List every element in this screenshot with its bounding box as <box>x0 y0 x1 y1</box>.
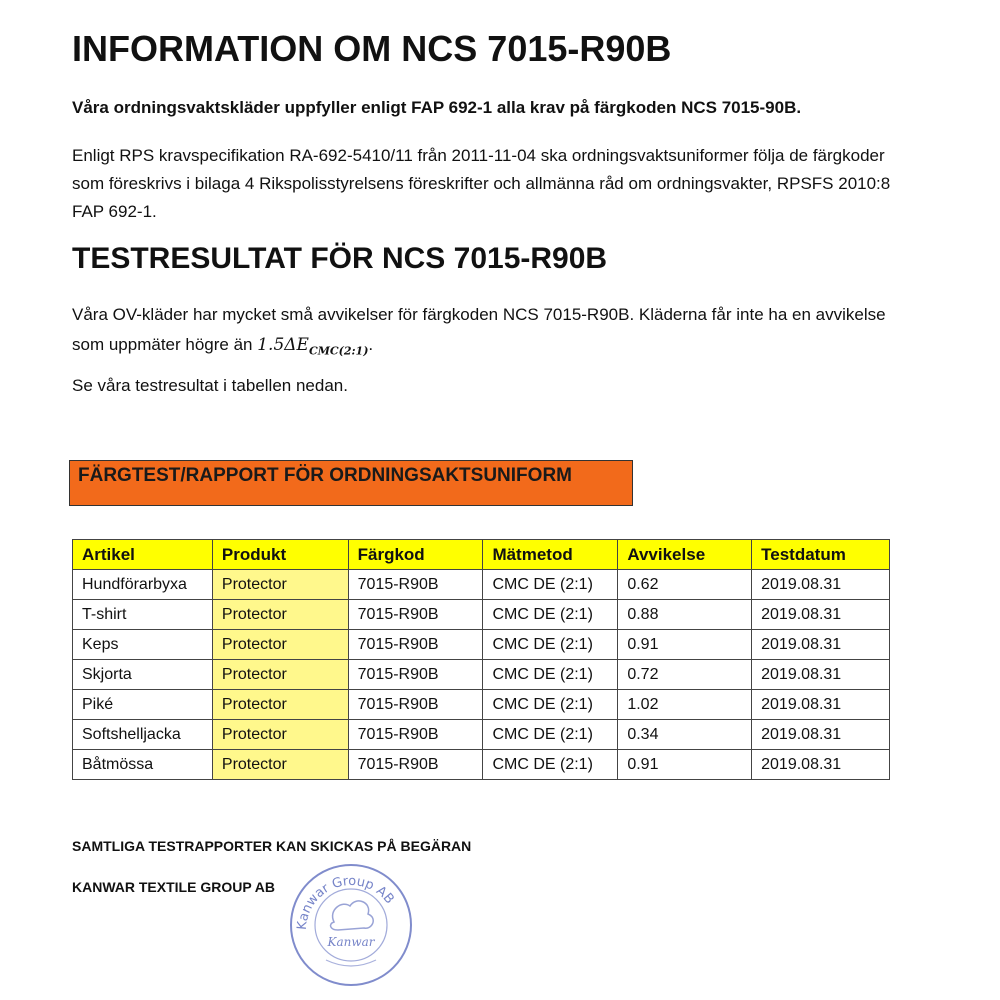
color-test-table <box>72 539 890 780</box>
formula-subscript: CMC(2:1) <box>308 344 369 358</box>
cell-fargkod: 7015-R90B <box>348 570 483 600</box>
header-produkt: Produkt <box>212 540 348 570</box>
lead-statement: Våra ordningsvaktskläder uppfyller enligt FAP 692-1 alla krav på färgkoden NCS 7015-90B. <box>72 98 802 117</box>
cell-artikel: Skjorta <box>73 660 213 690</box>
header-testdatum: Testdatum <box>752 540 890 570</box>
cell-artikel: Keps <box>73 630 213 660</box>
cell-artikel: Båtmössa <box>73 750 213 780</box>
cell-artikel: T-shirt <box>73 600 213 630</box>
cell-fargkod: 7015-R90B <box>348 630 483 660</box>
cell-artikel: Softshelljacka <box>73 720 213 750</box>
cell-testdatum: 2019.08.31 <box>752 660 890 690</box>
cell-avvikelse: 0.88 <box>618 600 752 630</box>
cell-fargkod: 7015-R90B <box>348 600 483 630</box>
cell-testdatum: 2019.08.31 <box>752 720 890 750</box>
cell-matmetod: CMC DE (2:1) <box>483 720 618 750</box>
table-intro: Se våra testresultat i tabellen nedan. <box>72 376 348 395</box>
cell-artikel: Piké <box>73 690 213 720</box>
cell-produkt: Protector <box>212 630 348 660</box>
table-row <box>73 630 890 660</box>
section-heading-test-results: TESTRESULTAT FÖR NCS 7015-R90B <box>72 242 608 275</box>
table-row <box>73 660 890 690</box>
cell-matmetod: CMC DE (2:1) <box>483 570 618 600</box>
cell-produkt: Protector <box>212 600 348 630</box>
header-avvikelse: Avvikelse <box>618 540 752 570</box>
cell-avvikelse: 0.62 <box>618 570 752 600</box>
cell-testdatum: 2019.08.31 <box>752 750 890 780</box>
formula-symbol: ΔE <box>284 335 309 355</box>
table-header-row <box>73 540 890 570</box>
cell-avvikelse: 0.91 <box>618 630 752 660</box>
cell-produkt: Protector <box>212 750 348 780</box>
cell-produkt: Protector <box>212 720 348 750</box>
cell-produkt: Protector <box>212 660 348 690</box>
table-row <box>73 570 890 600</box>
cell-matmetod: CMC DE (2:1) <box>483 660 618 690</box>
table-row <box>73 720 890 750</box>
deviation-text: Våra OV-kläder har mycket små avvikelser för färgkoden NCS 7015-R90B. Kläderna får inte ha en avvikelse som uppmäter högre än <box>72 305 886 354</box>
cell-fargkod: 7015-R90B <box>348 750 483 780</box>
cell-fargkod: 7015-R90B <box>348 660 483 690</box>
report-banner: FÄRGTEST/RAPPORT FÖR ORDNINGSAKTSUNIFORM <box>69 460 633 506</box>
footer-company-name: KANWAR TEXTILE GROUP AB <box>72 879 276 895</box>
deviation-end: . <box>368 335 374 354</box>
company-seal-icon <box>286 860 416 990</box>
table-row <box>73 690 890 720</box>
header-artikel: Artikel <box>73 540 213 570</box>
deviation-paragraph <box>72 300 912 366</box>
table-row <box>73 750 890 780</box>
cell-produkt: Protector <box>212 690 348 720</box>
cell-avvikelse: 0.72 <box>618 660 752 690</box>
seal-inner-ring <box>315 889 387 961</box>
cell-testdatum: 2019.08.31 <box>752 570 890 600</box>
page-title: INFORMATION OM NCS 7015-R90B <box>72 28 672 69</box>
cell-matmetod: CMC DE (2:1) <box>483 690 618 720</box>
header-matmetod: Mätmetod <box>483 540 618 570</box>
seal-center-text: Kanwar <box>327 935 375 949</box>
cell-matmetod: CMC DE (2:1) <box>483 750 618 780</box>
cell-produkt: Protector <box>212 570 348 600</box>
cell-avvikelse: 0.34 <box>618 720 752 750</box>
cell-artikel: Hundförarbyxa <box>73 570 213 600</box>
cell-testdatum: 2019.08.31 <box>752 630 890 660</box>
cell-avvikelse: 0.91 <box>618 750 752 780</box>
cell-avvikelse: 1.02 <box>618 690 752 720</box>
formula-value: 1.5 <box>257 335 285 355</box>
cell-matmetod: CMC DE (2:1) <box>483 600 618 630</box>
footer-request-note: SAMTLIGA TESTRAPPORTER KAN SKICKAS PÅ BEGÄRAN <box>72 838 472 854</box>
cell-testdatum: 2019.08.31 <box>752 600 890 630</box>
seal-cloud-mark <box>331 901 374 930</box>
cell-testdatum: 2019.08.31 <box>752 690 890 720</box>
header-fargkod: Färgkod <box>348 540 483 570</box>
cell-matmetod: CMC DE (2:1) <box>483 630 618 660</box>
cell-fargkod: 7015-R90B <box>348 720 483 750</box>
seal-ring-text: Kanwar Group AB <box>294 873 397 931</box>
cell-fargkod: 7015-R90B <box>348 690 483 720</box>
table-row <box>73 600 890 630</box>
deviation-formula <box>257 335 369 358</box>
specification-paragraph: Enligt RPS kravspecifikation RA-692-5410/11 från 2011-11-04 ska ordningsvaktsuniformer följa de färgkoder som föreskrivs i bilaga 4 Rikspolisstyrelsens föreskrifter och allmänna råd om ordningsvakter, RPSFS 2010:8 FAP 692-1. <box>72 146 891 221</box>
